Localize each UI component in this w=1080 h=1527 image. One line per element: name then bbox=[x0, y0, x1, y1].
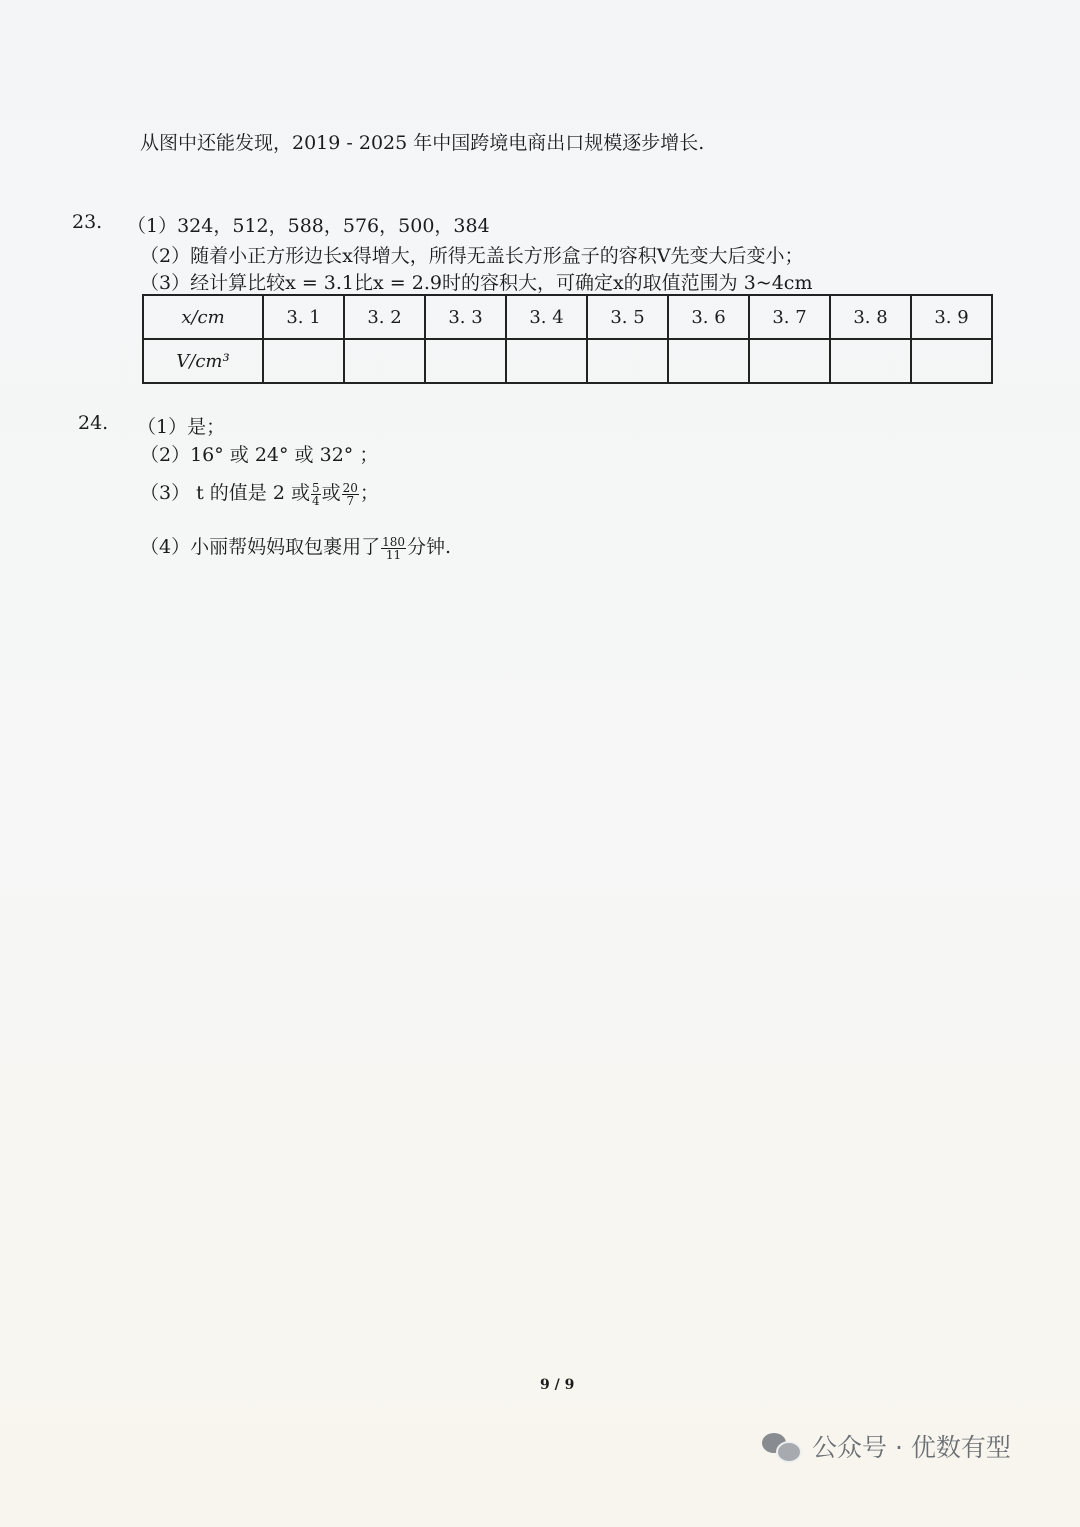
watermark-text: 公众号 · 优数有型 bbox=[812, 1433, 1011, 1462]
volume-table bbox=[142, 294, 993, 384]
table-cell-x: 3. 7 bbox=[749, 295, 830, 339]
table-cell-x: 3. 2 bbox=[344, 295, 425, 339]
page-number: 9 / 9 bbox=[540, 1377, 575, 1393]
table-cell-x: 3. 8 bbox=[830, 295, 911, 339]
table-header-x: x/cm bbox=[143, 295, 263, 339]
q24-3-end: ； bbox=[359, 482, 379, 504]
watermark bbox=[762, 1428, 1011, 1464]
q24-4-end: 分钟. bbox=[407, 536, 452, 558]
table-cell-v bbox=[587, 339, 668, 383]
table-cell-x: 3. 9 bbox=[911, 295, 992, 339]
table-cell-v bbox=[911, 339, 992, 383]
question-24-number: 24. bbox=[78, 412, 109, 434]
q24-3-prefix: （3） t 的值是 2 或 bbox=[140, 482, 310, 504]
table-row-v bbox=[143, 339, 992, 383]
question-24-part-2: （2）16° 或 24° 或 32° ； bbox=[140, 444, 379, 466]
table-cell-v bbox=[749, 339, 830, 383]
table-cell-x: 3. 5 bbox=[587, 295, 668, 339]
table-cell-v bbox=[830, 339, 911, 383]
fraction-denominator: 4 bbox=[311, 493, 320, 508]
table-cell-x: 3. 4 bbox=[506, 295, 587, 339]
question-24-part-3 bbox=[140, 478, 379, 507]
fraction-numerator: 5 bbox=[311, 480, 320, 495]
fraction-denominator: 7 bbox=[346, 493, 355, 508]
table-cell-v bbox=[344, 339, 425, 383]
fraction-180-11 bbox=[381, 536, 406, 561]
table-row-x bbox=[143, 295, 992, 339]
intro-line: 从图中还能发现，2019 - 2025 年中国跨境电商出口规模逐步增长. bbox=[140, 132, 705, 154]
fraction-numerator: 20 bbox=[342, 480, 358, 495]
table-cell-v bbox=[263, 339, 344, 383]
fraction-20-7 bbox=[342, 482, 359, 507]
question-24-part-1: （1）是； bbox=[137, 416, 226, 438]
table-cell-v bbox=[668, 339, 749, 383]
q24-4-prefix: （4）小丽帮妈妈取包裹用了 bbox=[140, 536, 381, 558]
question-23-part-1: （1）324，512，588，576，500，384 bbox=[127, 215, 490, 237]
fraction-5-4 bbox=[311, 482, 321, 507]
fraction-denominator: 11 bbox=[385, 547, 402, 562]
wechat-icon bbox=[762, 1431, 800, 1461]
table-cell-x: 3. 1 bbox=[263, 295, 344, 339]
table-header-v: V/cm³ bbox=[143, 339, 263, 383]
q24-3-or: 或 bbox=[321, 482, 341, 504]
question-23-part-3: （3）经计算比较x = 3.1比x = 2.9时的容积大，可确定x的取值范围为 3~4cm bbox=[140, 272, 813, 294]
question-23-part-2: （2）随着小正方形边长x得增大，所得无盖长方形盒子的容积V先变大后变小； bbox=[140, 245, 804, 267]
table-cell-v bbox=[425, 339, 506, 383]
table-cell-x: 3. 6 bbox=[668, 295, 749, 339]
table-cell-v bbox=[506, 339, 587, 383]
question-24-part-4 bbox=[140, 532, 451, 561]
fraction-numerator: 180 bbox=[382, 534, 405, 549]
question-23-number: 23. bbox=[72, 211, 103, 233]
table-cell-x: 3. 3 bbox=[425, 295, 506, 339]
